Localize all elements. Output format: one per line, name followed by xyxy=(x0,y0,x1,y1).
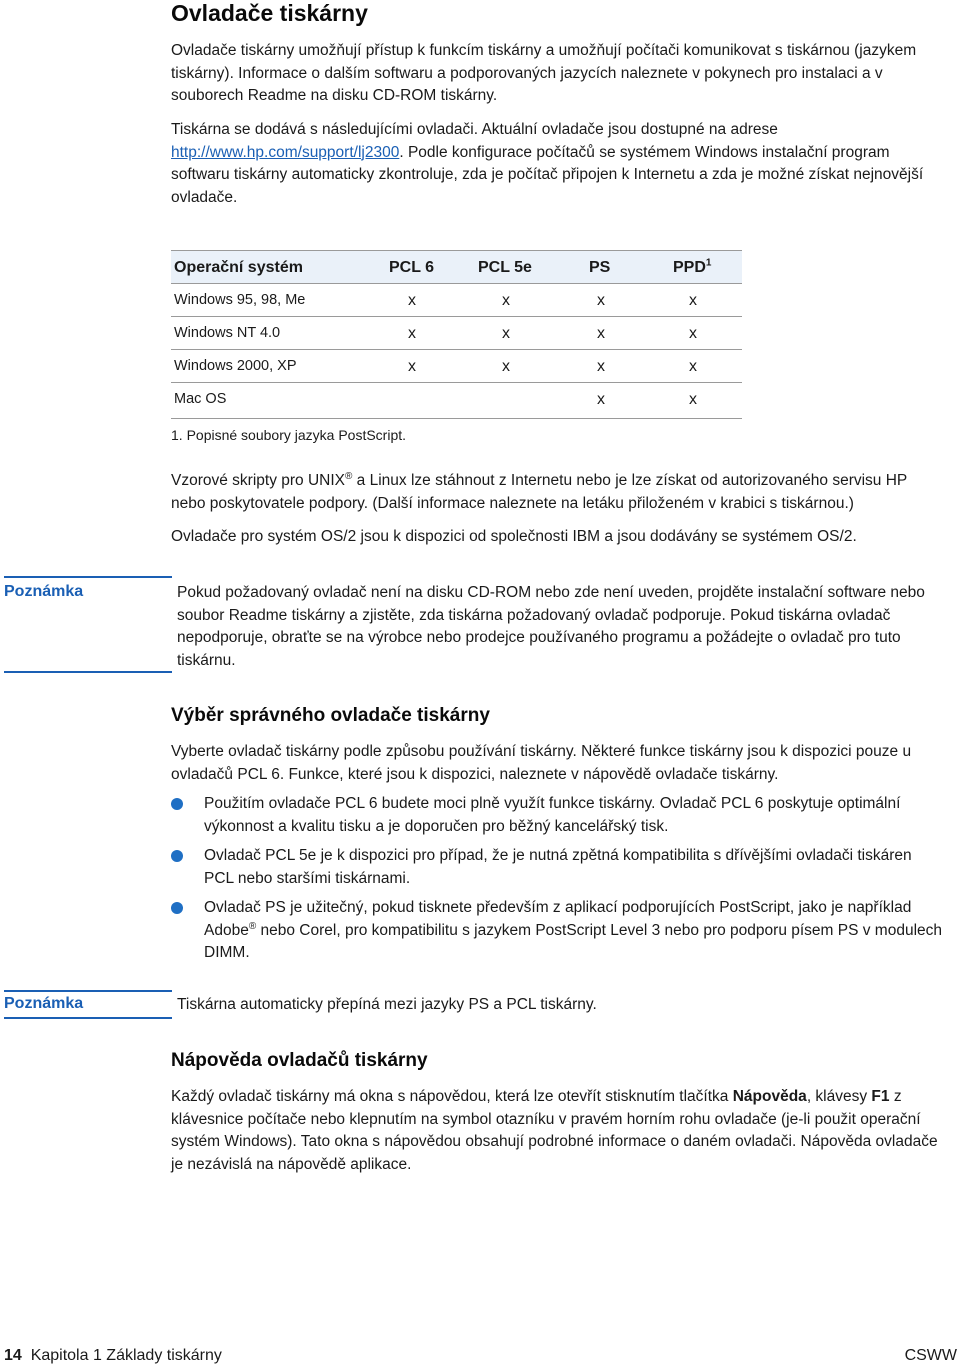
table-row xyxy=(171,317,742,350)
cell-ps: x xyxy=(597,292,605,309)
help-button-name: Nápověda xyxy=(732,1088,807,1105)
bullet-icon xyxy=(171,850,183,862)
help-text-1: Každý ovladač tiskárny má okna s nápovědou, která lze otevřít stisknutím tlačítka xyxy=(171,1088,733,1105)
unix-text-before: Vzorové skripty pro UNIX xyxy=(171,472,345,489)
cell-pcl6: x xyxy=(408,358,416,375)
cell-ppd: x xyxy=(689,358,697,375)
help-text-3: z klávesnice počítače nebo klepnutím na symbol otazníku v pravém horním rohu ovladače (je-li použit operační systém Windows). Tato okna s nápovědou obsahují podrobné informace o daném ovladači. Nápověda ovladače je nezávislá na nápovědě aplikace. xyxy=(171,1088,938,1173)
section-heading-driver-choice: Výběr správného ovladače tiskárny xyxy=(171,705,490,726)
table-footnote: 1. Popisné soubory jazyka PostScript. xyxy=(171,427,407,443)
os2-paragraph: Ovladače pro systém OS/2 jsou k dispozici od společnosti IBM a jsou dodávány se systémem OS/2. xyxy=(171,528,857,545)
note-bottom-rule xyxy=(4,671,172,673)
help-text-2: , klávesy xyxy=(806,1088,872,1105)
help-key-name: F1 xyxy=(871,1088,890,1105)
table-row xyxy=(171,350,742,383)
registered-mark: ® xyxy=(345,470,353,482)
note-text: Tiskárna automaticky přepíná mezi jazyky PS a PCL tiskárny. xyxy=(177,996,597,1013)
chapter-title: Kapitola 1 Základy tiskárny xyxy=(30,1347,222,1364)
note-text: Pokud požadovaný ovladač není na disku CD-ROM nebo zde není uveden, projděte instalační software nebo soubor Readme tiskárny a zjistěte, zda tiskárna požadovaný ovladač podporuje. Pokud tiskárna ovladač nepodporuje, obraťte se na výrobce nebo prodejce používaného programu a požádejte o ovladač pro tuto tiskárnu. xyxy=(177,584,925,669)
row-os: Windows NT 4.0 xyxy=(174,325,281,341)
footer-brand: CSWW xyxy=(904,1347,957,1364)
cell-pcl5e: x xyxy=(502,292,510,309)
section-heading-driver-help: Nápověda ovladačů tiskárny xyxy=(171,1050,428,1071)
cell-ppd: x xyxy=(689,292,697,309)
cell-pcl6: x xyxy=(408,292,416,309)
header-pcl5e: PCL 5e xyxy=(478,259,532,276)
help-paragraph xyxy=(171,1086,941,1176)
bullet-ps-before: Ovladač PS je užitečný, pokud tisknete především z aplikací podporujících PostScript, jako je například Adobe xyxy=(204,899,912,939)
row-os: Mac OS xyxy=(174,391,227,407)
bullet-icon xyxy=(171,798,183,810)
cell-pcl5e: x xyxy=(502,358,510,375)
unix-text-after: a Linux lze stáhnout z Internetu nebo je lze získat od autorizovaného servisu HP nebo poskytovatele podpory. (Další informace naleznete na letáku přiloženém v krabici s tiskárnou.) xyxy=(171,472,907,512)
cell-ps: x xyxy=(597,325,605,342)
bullet-ps-after: nebo Corel, pro kompatibilitu s jazykem PostScript Level 3 nebo pro podporu písem PS v modulech DIMM. xyxy=(204,921,943,961)
drivers-text-before: Tiskárna se dodává s následujícími ovladači. Aktuální ovladače jsou dostupné na adrese xyxy=(171,121,778,138)
cell-pcl6: x xyxy=(408,325,416,342)
header-ppd xyxy=(673,251,711,284)
row-os: Windows 95, 98, Me xyxy=(174,292,306,308)
note-label: Poznámka xyxy=(4,995,84,1012)
note-label: Poznámka xyxy=(4,583,84,600)
intro-paragraph: Ovladače tiskárny umožňují přístup k funkcím tiskárny a umožňují počítači komunikovat s tiskárnou (jazykem tiskárny). Informace o dalším softwaru a podporovaných jazycích naleznete v pokynech pro instalaci a v souborech Readme na disku CD-ROM tiskárny. xyxy=(171,42,917,104)
drivers-text-after: . Podle konfigurace počítačů se systémem Windows instalační program softwaru tiskárny automaticky zkontroluje, zda je počítač připojen k Internetu a zda je možné získat nejnovější ovladače. xyxy=(171,143,924,206)
page-footer-left xyxy=(4,1347,222,1365)
bullet-ps xyxy=(204,897,944,965)
bullet-pcl5e: Ovladač PCL 5e je k dispozici pro případ, že je nutná zpětná kompatibilita s dřívějšími ovladači tiskáren PCL nebo staršími tiskárnami. xyxy=(204,847,912,887)
drivers-table xyxy=(171,250,742,419)
cell-ps: x xyxy=(597,358,605,375)
note-top-rule xyxy=(4,990,172,992)
support-link[interactable]: http://www.hp.com/support/lj2300 xyxy=(171,143,400,161)
header-pcl6: PCL 6 xyxy=(389,259,435,276)
page-number: 14 xyxy=(4,1347,22,1364)
unix-paragraph xyxy=(171,470,941,515)
cell-ppd: x xyxy=(689,325,697,342)
registered-mark: ® xyxy=(248,920,257,932)
table-header-row xyxy=(171,250,742,284)
page-title: Ovladače tiskárny xyxy=(171,0,368,26)
note-bottom-rule xyxy=(4,1017,172,1019)
cell-ps: x xyxy=(597,391,605,408)
header-ppd-label: PPD xyxy=(673,259,706,276)
cell-ppd: x xyxy=(689,391,697,408)
bullet-pcl6: Použitím ovladače PCL 6 budete moci plně využít funkce tiskárny. Ovladač PCL 6 poskytuje optimální výkonnost a kvalitu tisku a je doporučen pro běžný kancelářský tisk. xyxy=(204,795,901,835)
row-os: Windows 2000, XP xyxy=(174,358,297,374)
section-intro: Vyberte ovladač tiskárny podle způsobu používání tiskárny. Některé funkce tiskárny jsou k dispozici pouze u ovladačů PCL 6. Funkce, které jsou k dispozici, naleznete v nápovědě ovladače tiskárny. xyxy=(171,743,912,783)
table-row xyxy=(171,284,742,317)
table-row xyxy=(171,383,742,419)
drivers-paragraph xyxy=(171,119,941,209)
cell-pcl5e: x xyxy=(502,325,510,342)
bullet-icon xyxy=(171,902,183,914)
note-top-rule xyxy=(4,576,172,578)
header-os: Operační systém xyxy=(174,259,303,276)
ppd-footnote-mark: 1 xyxy=(705,257,712,269)
header-ps: PS xyxy=(589,259,611,276)
